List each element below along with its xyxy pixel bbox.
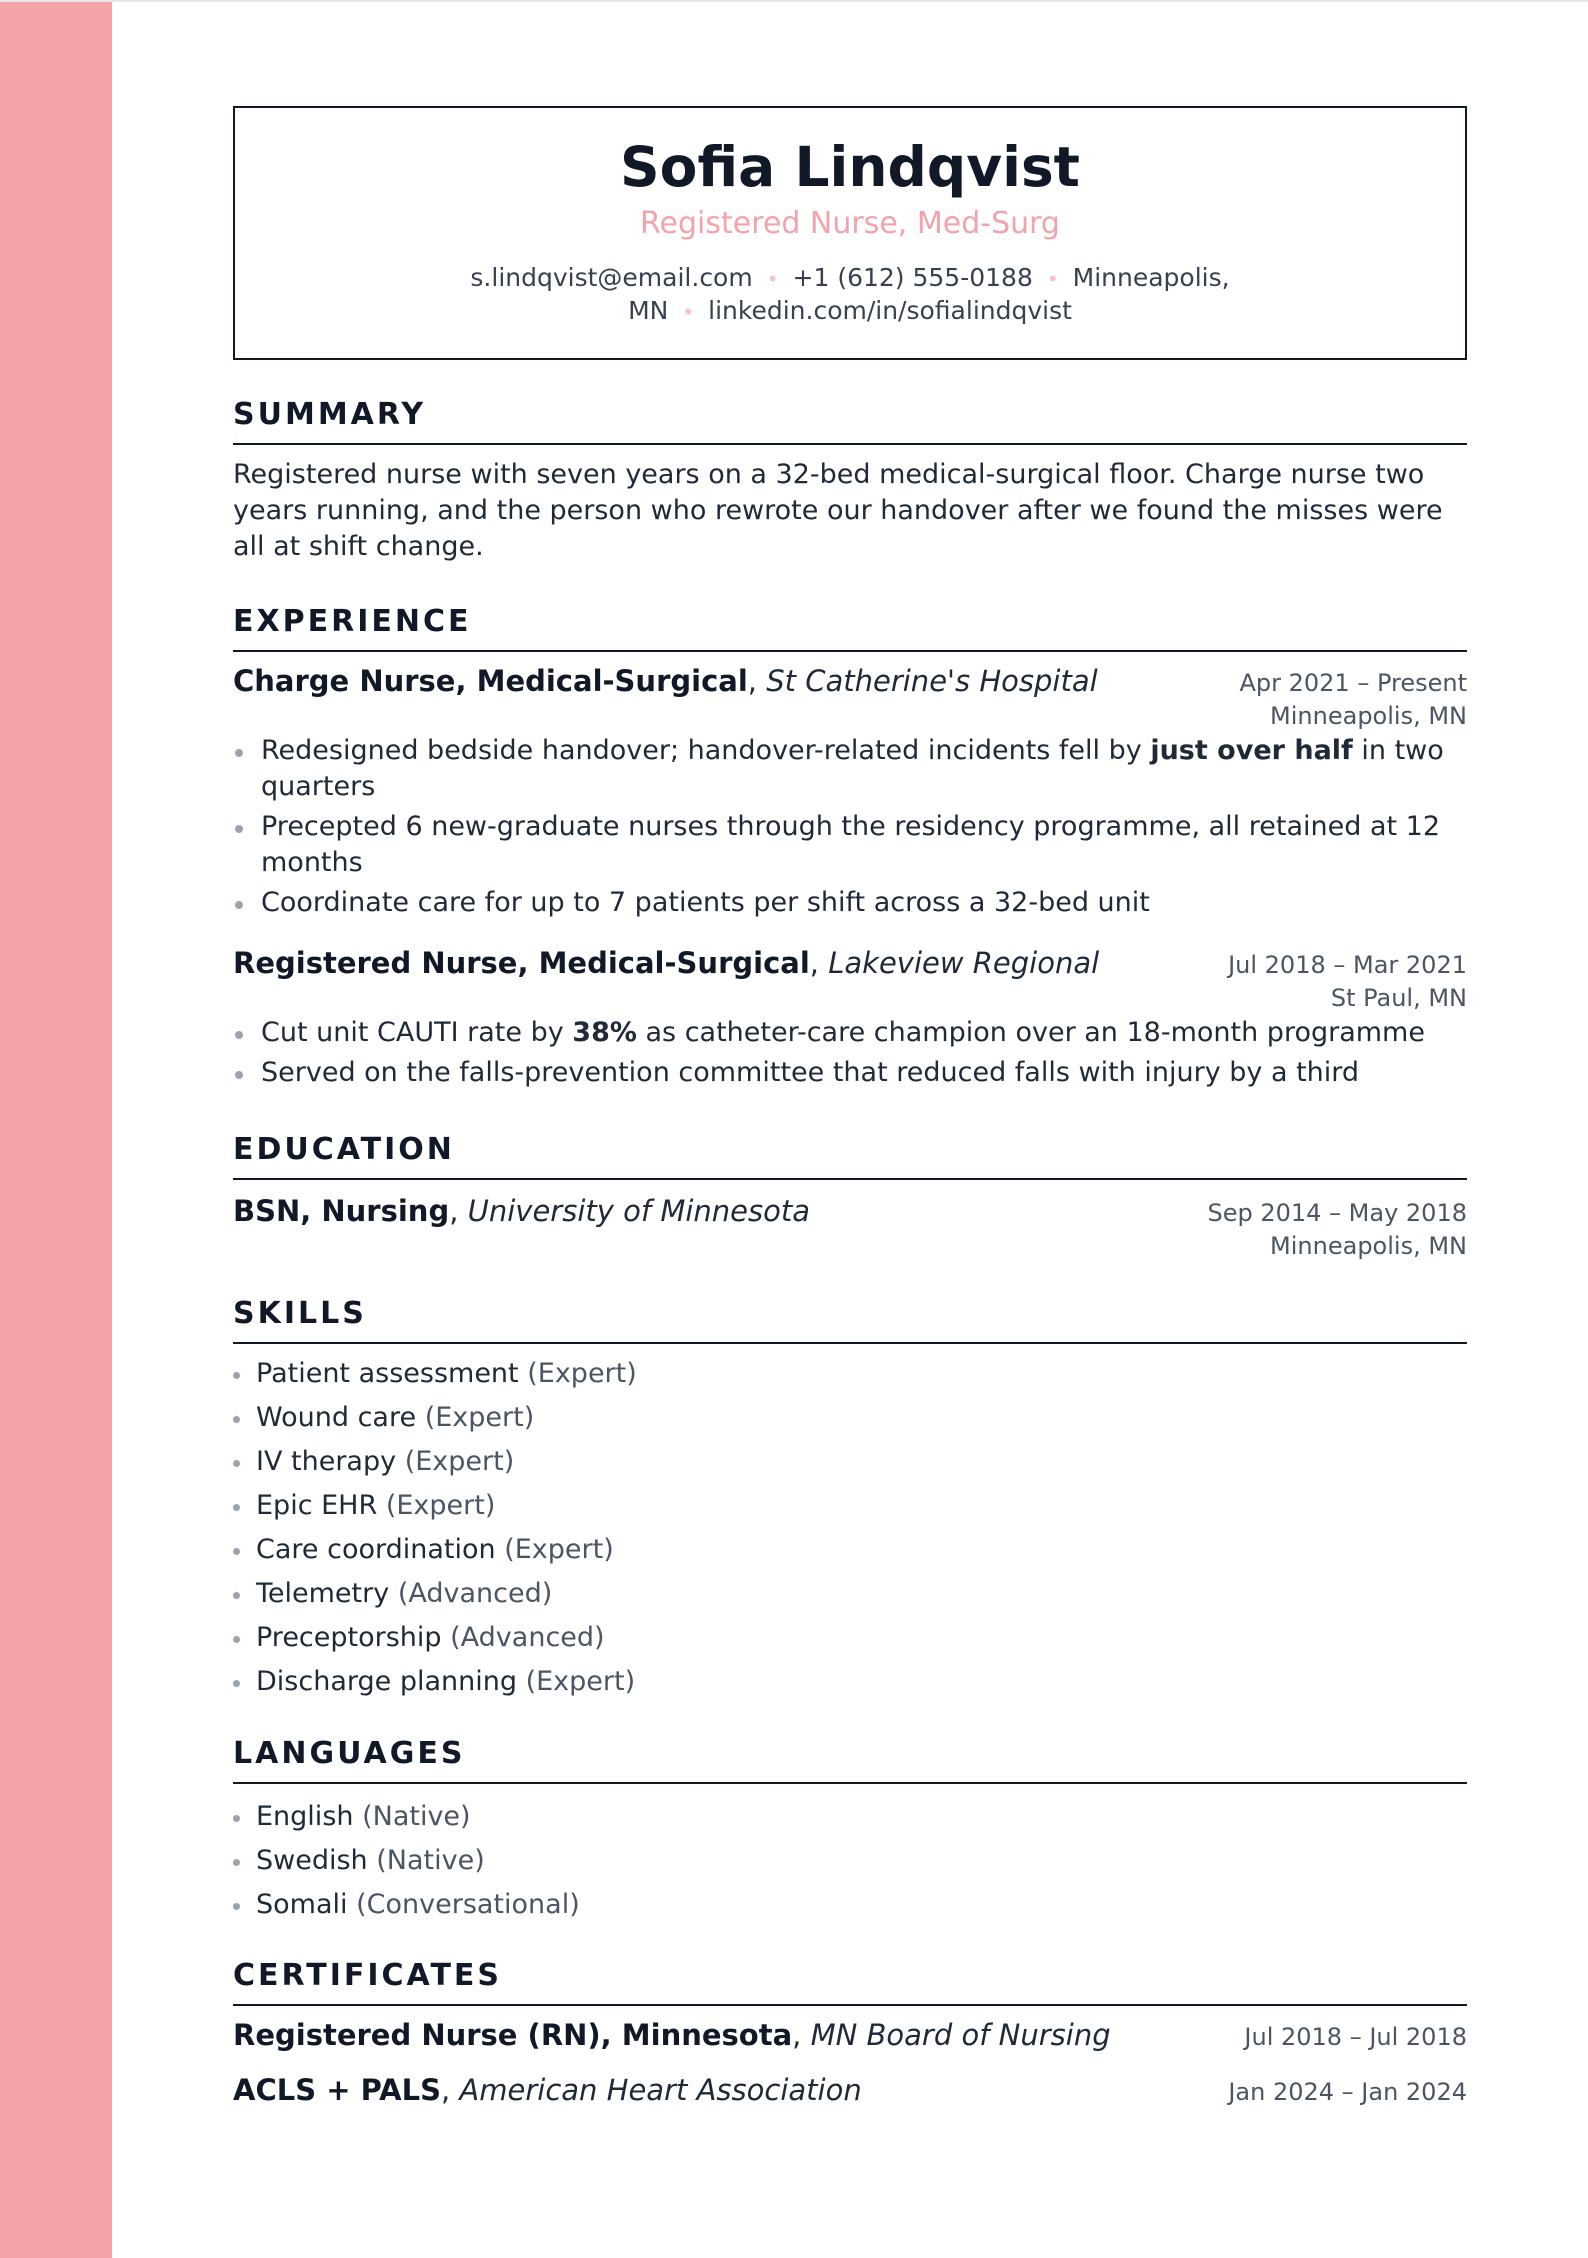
linkedin-link[interactable]: linkedin.com/in/sofialindqvist bbox=[708, 296, 1072, 325]
skills-section bbox=[233, 1296, 1467, 1697]
school: University of Minnesota bbox=[467, 1194, 810, 1228]
education-section bbox=[233, 1132, 1467, 1260]
skill-item: Discharge planning (Expert) bbox=[233, 1664, 1033, 1708]
skill-item: Telemetry (Advanced) bbox=[233, 1576, 1033, 1620]
accent-sidebar bbox=[0, 2, 112, 2258]
certificate-dates: Jul 2018 – Jul 2018 bbox=[1244, 2023, 1467, 2051]
candidate-headline: Registered Nurse, Med-Surg bbox=[640, 206, 1060, 241]
job-employer: St Catherine's Hospital bbox=[766, 664, 1098, 698]
job-dates: Jul 2018 – Mar 2021 bbox=[1228, 951, 1467, 979]
job-location: St Paul, MN bbox=[1330, 984, 1467, 1012]
language-item: Somali (Conversational) bbox=[233, 1887, 1033, 1931]
header-box bbox=[233, 106, 1467, 360]
section-divider bbox=[233, 1178, 1467, 1180]
separator-dot: • bbox=[766, 267, 779, 291]
certificates-section bbox=[233, 1958, 1467, 2107]
section-divider bbox=[233, 2004, 1467, 2006]
job-location: Minneapolis, MN bbox=[1270, 702, 1467, 730]
title-separator: , bbox=[747, 664, 767, 698]
job-meta bbox=[1239, 667, 1467, 733]
section-title-summary: SUMMARY bbox=[233, 397, 427, 432]
section-divider bbox=[233, 1782, 1467, 1784]
skill-item: Preceptorship (Advanced) bbox=[233, 1620, 1033, 1664]
job-title-line bbox=[233, 945, 1099, 981]
skills-list bbox=[233, 1356, 1033, 1708]
title-separator: , bbox=[792, 2018, 811, 2052]
languages-list bbox=[233, 1799, 1033, 1931]
experience-section bbox=[233, 604, 1467, 1088]
section-title-education: EDUCATION bbox=[233, 1132, 455, 1167]
section-divider bbox=[233, 1342, 1467, 1344]
phone-number: +1 (612) 555-0188 bbox=[792, 263, 1033, 292]
summary-text: Registered nurse with seven years on a 32-bed medical-surgical floor. Charge nurse two years running, and the person who rewrote our handover after we found the misses were all at shift change. bbox=[233, 459, 1443, 562]
languages-section bbox=[233, 1736, 1467, 1920]
list-item: Served on the falls-prevention committee that reduced falls with injury by a third bbox=[233, 1055, 1467, 1091]
certificate-name: Registered Nurse (RN), Minnesota bbox=[233, 2018, 793, 2052]
education-meta bbox=[1207, 1197, 1467, 1263]
certificate-issuer: MN Board of Nursing bbox=[810, 2018, 1111, 2052]
location: Minneapolis, bbox=[1072, 263, 1230, 292]
certificate-title-line bbox=[233, 2072, 862, 2108]
section-title-skills: SKILLS bbox=[233, 1296, 367, 1331]
section-divider bbox=[233, 650, 1467, 652]
degree: BSN, Nursing bbox=[233, 1194, 450, 1228]
job-meta bbox=[1228, 949, 1467, 1015]
section-divider bbox=[233, 443, 1467, 445]
education-dates: Sep 2014 – May 2018 bbox=[1207, 1199, 1467, 1227]
education-title-line bbox=[233, 1193, 810, 1229]
candidate-name: Sofia Lindqvist bbox=[620, 135, 1080, 199]
certificate-issuer: American Heart Association bbox=[459, 2073, 862, 2107]
location-state: MN bbox=[628, 296, 669, 325]
job-title-line bbox=[233, 663, 1098, 699]
skill-item: Patient assessment (Expert) bbox=[233, 1356, 1033, 1400]
list-item: Coordinate care for up to 7 patients per shift across a 32-bed unit bbox=[233, 885, 1467, 921]
title-separator: , bbox=[809, 946, 829, 980]
contact-info bbox=[465, 262, 1235, 328]
language-item: English (Native) bbox=[233, 1799, 1033, 1843]
job-employer: Lakeview Regional bbox=[828, 946, 1100, 980]
title-separator: , bbox=[440, 2073, 460, 2107]
skill-item: Care coordination (Expert) bbox=[233, 1532, 1033, 1576]
certificate-name: ACLS + PALS bbox=[233, 2073, 441, 2107]
skill-item: Wound care (Expert) bbox=[233, 1400, 1033, 1444]
email-link[interactable]: s.lindqvist@email.com bbox=[470, 263, 753, 292]
job-dates: Apr 2021 – Present bbox=[1239, 669, 1467, 697]
job-bullets bbox=[233, 1015, 1467, 1095]
job-position: Registered Nurse, Medical-Surgical bbox=[233, 946, 810, 980]
language-item: Swedish (Native) bbox=[233, 1843, 1033, 1887]
job-position: Charge Nurse, Medical-Surgical bbox=[233, 664, 748, 698]
separator-dot: • bbox=[682, 300, 695, 324]
section-title-languages: LANGUAGES bbox=[233, 1736, 466, 1771]
separator-dot: • bbox=[1046, 267, 1059, 291]
certificate-title-line bbox=[233, 2017, 1111, 2053]
skill-item: Epic EHR (Expert) bbox=[233, 1488, 1033, 1532]
section-title-certificates: CERTIFICATES bbox=[233, 1958, 503, 1993]
summary-section bbox=[233, 397, 1467, 562]
list-item: Redesigned bedside handover; handover-related incidents fell by just over half in two quarters bbox=[233, 733, 1467, 805]
skill-item: IV therapy (Expert) bbox=[233, 1444, 1033, 1488]
certificate-dates: Jan 2024 – Jan 2024 bbox=[1228, 2078, 1467, 2106]
education-location: Minneapolis, MN bbox=[1270, 1232, 1467, 1260]
title-separator: , bbox=[449, 1194, 468, 1228]
list-item: Cut unit CAUTI rate by 38% as catheter-care champion over an 18-month programme bbox=[233, 1015, 1467, 1051]
top-border bbox=[0, 0, 1588, 2]
job-bullets bbox=[233, 733, 1467, 925]
list-item: Precepted 6 new-graduate nurses through the residency programme, all retained at 12 months bbox=[233, 809, 1467, 881]
section-title-experience: EXPERIENCE bbox=[233, 604, 472, 639]
